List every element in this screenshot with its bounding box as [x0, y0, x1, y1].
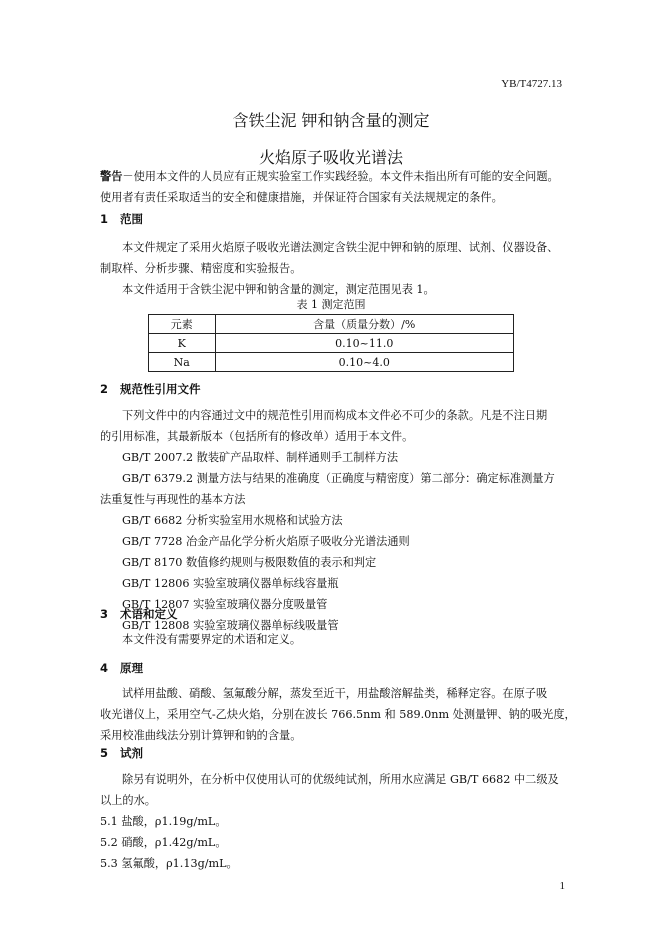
page-number: 1 — [559, 880, 565, 892]
warning-block — [100, 166, 580, 208]
section-4-body — [100, 683, 580, 746]
reference-item: GB/T 6379.2 测量方法与结果的准确度（正确度与精密度）第二部分：确定标准测量方 — [122, 472, 555, 485]
section-number: 3 — [100, 607, 109, 621]
section-1-heading — [100, 211, 143, 227]
range-table — [148, 314, 514, 372]
reagent-item: 5.1 盐酸，ρ1.19g/mL。 — [100, 815, 227, 828]
section-number: 1 — [100, 212, 109, 226]
reagent-item: 5.2 硝酸，ρ1.42g/mL。 — [100, 836, 227, 849]
reference-item: GB/T 12808 实验室玻璃仪器单标线吸量管 — [122, 619, 339, 632]
principle-line1: 试样用盐酸、硝酸、氢氟酸分解，蒸发至近干，用盐酸溶解盐类，稀释定容。在原子吸 — [122, 687, 548, 700]
principle-line2: 收光谱仪上，采用空气-乙炔火焰，分别在波长 766.5nm 和 589.0nm 处测量钾、钠的吸光度， — [100, 708, 576, 721]
section-title: 范围 — [120, 212, 143, 226]
refs-intro-line1: 下列文件中的内容通过文中的规范性引用而构成本文件必不可少的条款。凡是不注日期 — [122, 409, 548, 422]
table-row — [149, 353, 514, 372]
reference-item: GB/T 12807 实验室玻璃仪器分度吸量管 — [122, 598, 328, 611]
warning-label: 警告 — [100, 170, 123, 183]
reference-item: GB/T 2007.2 散装矿产品取样、制样通则手工制样方法 — [122, 451, 399, 464]
document-subtitle: 火焰原子吸收光谱法 — [258, 148, 403, 167]
table-cell: 0.10~11.0 — [215, 334, 513, 353]
section-title: 术语和定义 — [120, 607, 178, 621]
scope-para-1-line1: 本文件规定了采用火焰原子吸收光谱法测定含铁尘泥中钾和钠的原理、试剂、仪器设备、 — [122, 241, 559, 254]
table-caption: 表 1 测定范围 — [296, 298, 366, 311]
section-title: 规范性引用文件 — [120, 382, 201, 396]
section-number: 2 — [100, 382, 109, 396]
principle-line3: 采用校准曲线法分别计算钾和钠的含量。 — [100, 729, 302, 742]
section-3-body — [100, 629, 580, 650]
table-cell: K — [149, 334, 216, 353]
section-number: 4 — [100, 661, 109, 675]
table-header-cell: 含量（质量分数）/% — [215, 315, 513, 334]
terms-para: 本文件没有需要界定的术语和定义。 — [122, 633, 302, 646]
section-5-heading — [100, 745, 143, 761]
warning-text-2: 使用者有责任采取适当的安全和健康措施，并保证符合国家有关法规规定的条件。 — [100, 191, 503, 204]
section-3-heading — [100, 606, 178, 622]
section-title: 原理 — [120, 661, 143, 675]
table-cell: 0.10~4.0 — [215, 353, 513, 372]
section-2-heading — [100, 381, 201, 397]
warning-text-1: －使用本文件的人员应有正规实验室工作实践经验。本文件未指出所有可能的安全问题。 — [122, 170, 559, 183]
reference-item: GB/T 8170 数值修约规则与极限数值的表示和判定 — [122, 556, 377, 569]
section-title: 试剂 — [120, 746, 143, 760]
table-cell: Na — [149, 353, 216, 372]
reference-item-continued: 法重复性与再现性的基本方法 — [100, 493, 246, 506]
reagents-intro-line1: 除另有说明外，在分析中仅使用认可的优级纯试剂，所用水应满足 GB/T 6682 中二级及 — [122, 773, 559, 786]
refs-intro-line2: 的引用标准，其最新版本（包括所有的修改单）适用于本文件。 — [100, 430, 414, 443]
section-4-heading — [100, 660, 143, 676]
reference-item: GB/T 12806 实验室玻璃仪器单标线容量瓶 — [122, 577, 339, 590]
table-header-cell: 元素 — [149, 315, 216, 334]
document-title: 含铁尘泥 钾和钠含量的测定 — [232, 111, 430, 130]
table-row — [149, 334, 514, 353]
table-header-row — [149, 315, 514, 334]
reference-item: GB/T 6682 分析实验室用水规格和试验方法 — [122, 514, 343, 527]
section-5-body — [100, 769, 580, 874]
scope-para-1-line2: 制取样、分析步骤、精密度和实验报告。 — [100, 262, 302, 275]
standard-code: YB/T4727.13 — [501, 78, 562, 90]
scope-para-2: 本文件适用于含铁尘泥中钾和钠含量的测定，测定范围见表 1。 — [122, 283, 435, 296]
section-1-body — [100, 237, 580, 300]
reference-item: GB/T 7728 冶金产品化学分析火焰原子吸收分光谱法通则 — [122, 535, 410, 548]
reagents-intro-line2: 以上的水。 — [100, 794, 156, 807]
reagent-item: 5.3 氢氟酸，ρ1.13g/mL。 — [100, 857, 238, 870]
section-number: 5 — [100, 746, 109, 760]
section-2-body — [100, 405, 580, 636]
